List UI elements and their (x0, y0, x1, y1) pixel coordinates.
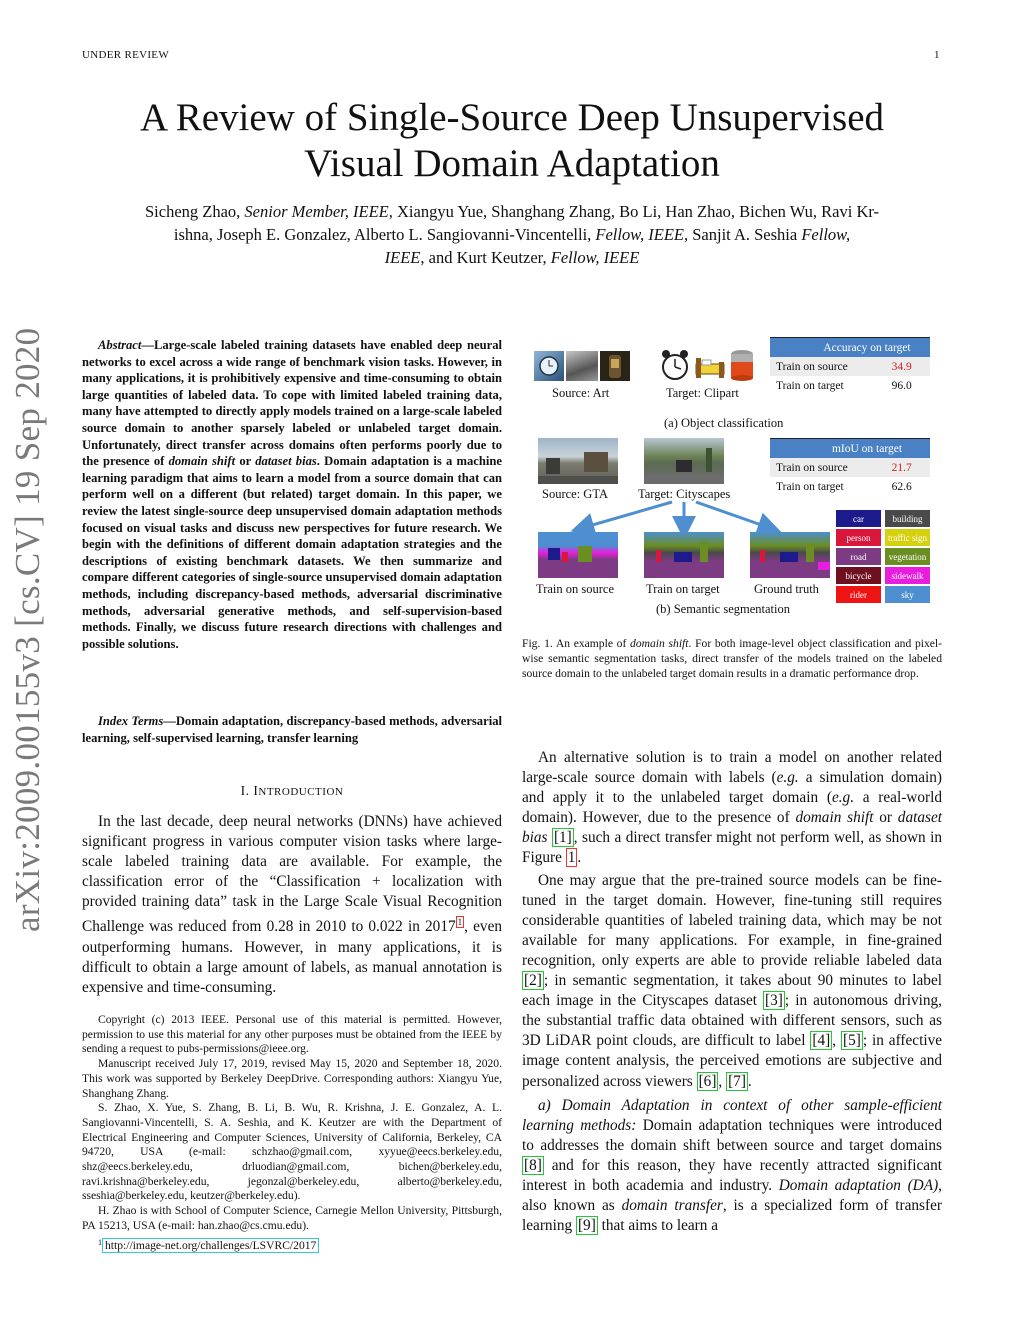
footnote-number: 1 (98, 1237, 102, 1247)
legend-bicycle: bicycle (836, 567, 881, 584)
miou-table (770, 438, 930, 496)
intro-text: In the last decade, deep neural networks (DNNs) have achieved significant progress in various computer vision tasks where large-scale labeled training data are available. For example, the classification error of the “Classification + localization with provided training data” task in the Large Scale Visual Recognition Challenge was reduced from 0.28 in 2010 to 0.022 in 2017 (82, 813, 502, 936)
legend-road: road (836, 548, 881, 565)
label-train-on-target: Train on target (646, 582, 720, 596)
miou-row-value: 21.7 (891, 461, 912, 474)
citation-4[interactable]: [4] (812, 1032, 831, 1050)
author-title: Senior Member, IEEE (244, 202, 389, 221)
paragraph-finetune: One may argue that the pre-trained source models can be fine-tuned in the target domain. However, fine-tuning still requires considerable quantities of labeled training data, which may be not available for many applications. For example, in fine-grained recognition, only experts are able to provide reliable labeled data [2] ; in semantic segmentation, it takes about 90 minutes to label each image in the Cityscapes dataset [3] ; in autonomous driving, the substantial traffic data obtained with different sensors, such as 3D LiDAR point clouds, are difficult to label [4] , [5] ; in affective image content analysis, the perceived emotions are subjective and personalized across viewers [6] , [7] . (522, 871, 943, 1090)
right-column-text (522, 748, 942, 1236)
section-rest: NTRODUCTION (258, 786, 344, 798)
arrow-to-source-result (582, 502, 672, 528)
paragraph-alternative: An alternative solution is to train a model on another related large-scale source domain with labels (e.g. a simulation domain) and apply it to the unlabeled target domain (e.g. a real-world domain). However, due to the presence of domain shift or dataset bias [1] , such a direct transfer might not perform well, as shown in Figure 1 . (522, 749, 943, 867)
citation-5[interactable]: [5] (842, 1032, 861, 1050)
running-header: UNDER REVIEW (82, 49, 170, 61)
footnote-mark[interactable]: 1 (457, 917, 463, 928)
label-source-gta: Source: GTA (542, 487, 608, 501)
affiliation-note: S. Zhao, X. Yue, S. Zhang, B. Li, B. Wu, R. Krishna, J. E. Gonzalez, A. L. Sangiovanni-Vincentelli, S. A. Seshia, and K. Keutzer are with the Department of Electrical Engineering and Computer Sciences, University of California, Berkeley, CA 94720, USA (e-mail: schzhao@gmail.com, xyyue@eecs.berkeley.edu, shz@eecs.berkeley.edu, drluodian@gmail.com, bichen@berkeley.edu, ravi.krishna@berkeley.edu, jegonzal@berkeley.edu, alberto@berkeley.edu, sseshia@berkeley.edu, keutzer@berkeley.edu). (82, 1101, 502, 1203)
author-title: IEEE (384, 248, 421, 267)
caption-label: Fig. 1. (522, 637, 553, 650)
art-image-sketch (566, 351, 598, 381)
author-title: Fellow, (801, 225, 851, 244)
figure-1 (522, 334, 942, 624)
author-text: ishna, Joseph E. Gonzalez, Alberto L. Sangiovanni-Vincentelli, (173, 225, 596, 244)
author-title: Fellow, IEEE (550, 248, 640, 267)
author-text: , and Kurt Keutzer, (420, 248, 551, 267)
author-text: , Sanjit A. Seshia (684, 225, 802, 244)
footnote-link[interactable]: http://image-net.org/challenges/LSVRC/2017 (102, 1238, 319, 1253)
art-image-jar (600, 351, 630, 381)
transfer-arrows (522, 494, 782, 534)
clipart-bed (694, 352, 726, 382)
affiliation-note-2: H. Zhao is with School of Computer Science, Carnegie Mellon University, Pittsburgh, PA 15213, USA (e-mail: han.zhao@cs.cmu.edu). (82, 1204, 502, 1232)
segmentation-legend (836, 510, 932, 603)
label-target-cityscapes: Target: Cityscapes (638, 487, 731, 501)
accuracy-row-value: 34.9 (891, 360, 912, 373)
legend-sky: sky (885, 586, 930, 603)
clipart-bucket (728, 348, 756, 382)
section-heading (82, 783, 502, 799)
citation-9[interactable]: [9] (577, 1217, 596, 1235)
author-text: , Xiangyu Yue, Shanghang Zhang, Bo Li, Han Zhao, Bichen Wu, Ravi Kr- (388, 202, 880, 221)
abstract-text: . Domain adaptation is a machine learning paradigm that aims to learn a model from a source domain that can perform well on a different (but related) target domain. In this paper, we review the latest single-source deep unsupervised domain adaptation methods focused on visual tasks and discuss new perspectives for future research. We begin with the definitions of different domain adaptation strategies and the descriptions of existing benchmark datasets. We then summarize and compare different categories of single-source unsupervised domain adaptation methods, including discrepancy-based methods, adversarial discriminative methods, adversarial generative methods, and self-supervision-based methods. Finally, we discuss future research directions with challenges and possible solutions. (82, 454, 502, 651)
subcaption-a: (a) Object classification (664, 416, 784, 430)
accuracy-header: Accuracy on target (770, 338, 930, 358)
miou-header: mIoU on target (770, 439, 930, 459)
section-number: I. (240, 783, 254, 798)
figure-ref-1[interactable]: 1 (567, 849, 576, 867)
legend-car: car (836, 510, 881, 527)
section-cap: I (253, 783, 259, 798)
index-terms-text: —Domain adaptation, discrepancy-based methods, adversarial learning, self-supervised learning, transfer learning (82, 714, 502, 745)
art-image-clock (534, 351, 564, 381)
gta-image (538, 438, 618, 484)
intro-paragraph (82, 812, 502, 998)
accuracy-table (770, 337, 930, 395)
abstract-emph: dataset bias (255, 454, 317, 469)
arxiv-stamp: arXiv:2009.00155v3 [cs.CV] 19 Sep 2020 (8, 327, 47, 932)
miou-row-label: Train on target (776, 480, 844, 493)
author-text: Sicheng Zhao, (144, 202, 245, 221)
seg-result-source (538, 532, 618, 578)
legend-traffic-sign: traffic sign (885, 529, 930, 546)
author-title: Fellow, IEEE (595, 225, 684, 244)
abstract-text: —Large-scale labeled training datasets have enabled deep neural networks to excel across a wide range of benchmark vision tasks. However, in many applications, it is prohibitively expensive and time-consuming to obtain large quantities of labeled data. To cope with limited labeled training data, many have attempted to directly apply models trained on a large-scale labeled source domain to another sparsely labeled or unlabeled target domain. Unfortunately, direct transfer across domains often performs poorly due to the presence of (82, 338, 502, 469)
accuracy-row-value: 96.0 (891, 379, 912, 392)
cityscapes-image (644, 438, 724, 484)
arrow-to-ground-truth (696, 502, 770, 528)
legend-vegetation: vegetation (885, 548, 930, 565)
seg-ground-truth (750, 532, 830, 578)
caption-text: An example of (552, 637, 631, 650)
citation-2[interactable]: [2] (524, 972, 542, 990)
paragraph-heading: a) Domain Adaptation in context of other sample-efficient learning methods: (522, 1096, 942, 1134)
abstract-emph: domain shift (168, 454, 236, 469)
citation-6[interactable]: [6] (698, 1072, 717, 1090)
label-ground-truth: Ground truth (754, 582, 819, 596)
paragraph-domain-adaptation: a) Domain Adaptation in context of other sample-efficient learning methods: Domain adaptation techniques were introduced to addresses the domain shift between source and target domains [8] and for this reason, they have recently attracted significant interest in both academia and industry. Domain adaptation (DA), also known as domain transfer, is a specialized form of transfer learning [9] that aims to learn a (522, 1096, 942, 1235)
subcaption-b: (b) Semantic segmentation (656, 602, 790, 616)
footnotes (82, 1013, 502, 1254)
citation-7[interactable]: [7] (728, 1072, 746, 1090)
abstract-text: or (235, 454, 256, 469)
label-target-clipart: Target: Clipart (666, 386, 739, 400)
title-line-1: A Review of Single-Source Deep Unsupervised (139, 96, 885, 139)
title-line-2: Visual Domain Adaptation (304, 142, 720, 185)
miou-row-label: Train on source (776, 461, 848, 474)
citation-3[interactable]: [3] (765, 992, 783, 1010)
index-terms (82, 713, 502, 746)
copyright-note: Copyright (c) 2013 IEEE. Personal use of this material is permitted. However, permission to use this material for any other purposes must be obtained from the IEEE by sending a request to pubs-permissions@ieee.org. (82, 1013, 502, 1056)
figure-caption (522, 636, 942, 681)
paper-title (60, 95, 964, 187)
legend-building: building (885, 510, 930, 527)
intro-text: , even outperforming humans. However, in many applications, it is difficult to obtain a large amount of labels, as manual annotation is expensive and time-consuming. (82, 918, 503, 996)
accuracy-row-label: Train on target (776, 379, 844, 392)
abstract (82, 337, 502, 652)
page-number: 1 (934, 49, 940, 61)
citation-1[interactable]: [1] (553, 829, 572, 847)
manuscript-note: Manuscript received July 17, 2019, revised May 15, 2020 and September 18, 2020. This work was supported by Berkeley DeepDrive. Corresponding authors: Xiangyu Yue, Shanghang Zhang. (82, 1057, 502, 1100)
citation-8[interactable]: [8] (524, 1156, 542, 1174)
legend-person: person (836, 529, 881, 546)
caption-emph: domain shift (630, 637, 689, 650)
miou-row-value: 62.6 (891, 480, 912, 493)
author-list (85, 200, 939, 269)
label-train-on-source: Train on source (536, 582, 615, 596)
abstract-label: Abstract (98, 338, 142, 352)
legend-rider: rider (836, 586, 881, 603)
legend-sidewalk: sidewalk (885, 567, 930, 584)
label-source-art: Source: Art (552, 386, 610, 400)
seg-result-target (644, 532, 724, 578)
caption-text: . For both image-level object classification and pixel-wise semantic segmentation tasks, direct transfer of the models trained on the labeled source domain to the unlabeled target domain results in a dramatic performance drop. (522, 637, 942, 680)
index-terms-label: Index Terms (98, 714, 164, 728)
clipart-alarm-clock (658, 348, 692, 382)
accuracy-row-label: Train on source (776, 360, 848, 373)
